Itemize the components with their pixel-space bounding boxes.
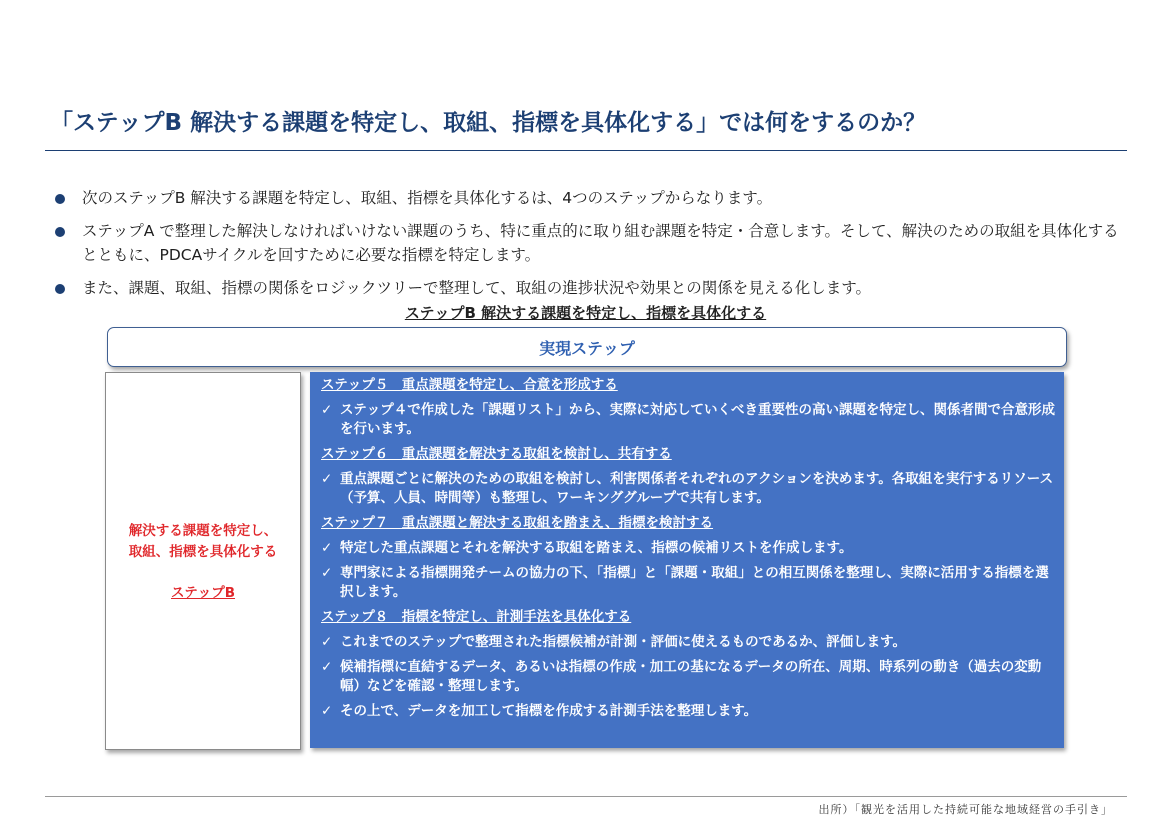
step-section <box>321 376 1056 439</box>
bullet-list <box>55 186 1130 309</box>
step-section <box>321 608 1056 721</box>
bullet-dot-icon <box>55 227 65 237</box>
step-item <box>321 702 1056 721</box>
check-icon: ✓ <box>321 565 333 581</box>
step-heading: ステップ５ 重点課題を特定し、合意を形成する <box>321 377 618 393</box>
title-divider <box>45 150 1127 151</box>
footer-divider <box>45 796 1127 797</box>
bullet-text: また、課題、取組、指標の関係をロジックツリーで整理して、取組の進捗状況や効果との関係を見える化します。 <box>82 279 871 297</box>
step-item-text: ステップ４で作成した「課題リスト」から、実際に対応していくべき重要性の高い課題を特定し、関係者間で合意形成を行います。 <box>340 402 1055 437</box>
step-section <box>321 514 1056 602</box>
check-icon: ✓ <box>321 703 333 719</box>
check-icon: ✓ <box>321 540 333 556</box>
step-b-label-line1: 解決する課題を特定し、 <box>128 523 278 539</box>
bullet-dot-icon <box>55 284 65 294</box>
step-item-text: 重点課題ごとに解決のための取組を検討し、利害関係者それぞれのアクションを決めます。各取組を実行するリソース（予算、人員、時間等）も整理し、ワーキンググループで共有します。 <box>340 471 1054 506</box>
diagram-title: ステップB 解決する課題を特定し、指標を具体化する <box>404 304 767 322</box>
step-heading: ステップ７ 重点課題と解決する取組を踏まえ、指標を検討する <box>321 515 714 531</box>
step-item <box>321 564 1056 602</box>
step-item <box>321 401 1056 439</box>
step-b-name: ステップB <box>170 585 236 601</box>
step-heading: ステップ６ 重点課題を解決する取組を検討し、共有する <box>321 446 672 462</box>
step-item <box>321 633 1056 652</box>
source-note: 出所）「観光を活用した持続可能な地域経営の手引き」 <box>818 803 1113 816</box>
bullet-dot-icon <box>55 194 65 204</box>
bullet-item <box>55 186 1130 210</box>
steps-detail-panel <box>310 372 1064 748</box>
step-section <box>321 445 1056 508</box>
bullet-item <box>55 219 1130 267</box>
step-item <box>321 539 1056 558</box>
step-item-text: これまでのステップで整理された指標候補が計測・評価に使えるものであるか、評価します。 <box>340 634 907 650</box>
page-title: 「ステップB 解決する課題を特定し、取組、指標を具体化する」では何をするのか？ <box>50 110 927 136</box>
bullet-text: ステップA で整理した解決しなければいけない課題のうち、特に重点的に取り組む課題を特定・合意します。そして、解決のための取組を具体化するとともに、PDCAサイクルを回すために必要な指標を特定します。 <box>82 222 1119 264</box>
step-heading: ステップ８ 指標を特定し、計測手法を具体化する <box>321 609 632 625</box>
step-item <box>321 658 1056 696</box>
step-item-text: その上で、データを加工して指標を作成する計測手法を整理します。 <box>340 703 758 719</box>
check-icon: ✓ <box>321 659 333 675</box>
implementation-steps-header: 実現ステップ <box>107 327 1067 367</box>
step-item-text: 専門家による指標開発チームの協力の下、「指標」と「課題・取組」との相互関係を整理し、実際に活用する指標を選択します。 <box>340 565 1049 600</box>
bullet-text: 次のステップB 解決する課題を特定し、取組、指標を具体化するは、4つのステップからなります。 <box>82 189 773 207</box>
step-item-text: 候補指標に直結するデータ、あるいは指標の作成・加工の基になるデータの所在、周期、時系列の動き（過去の変動幅）などを確認・整理します。 <box>340 659 1042 694</box>
check-icon: ✓ <box>321 402 333 418</box>
check-icon: ✓ <box>321 634 333 650</box>
step-item <box>321 470 1056 508</box>
check-icon: ✓ <box>321 471 333 487</box>
step-b-label-line2: 取組、指標を具体化する <box>128 544 278 560</box>
step-item-text: 特定した重点課題とそれを解決する取組を踏まえ、指標の候補リストを作成します。 <box>340 540 853 556</box>
bullet-item <box>55 276 1130 300</box>
step-b-box <box>105 372 301 750</box>
